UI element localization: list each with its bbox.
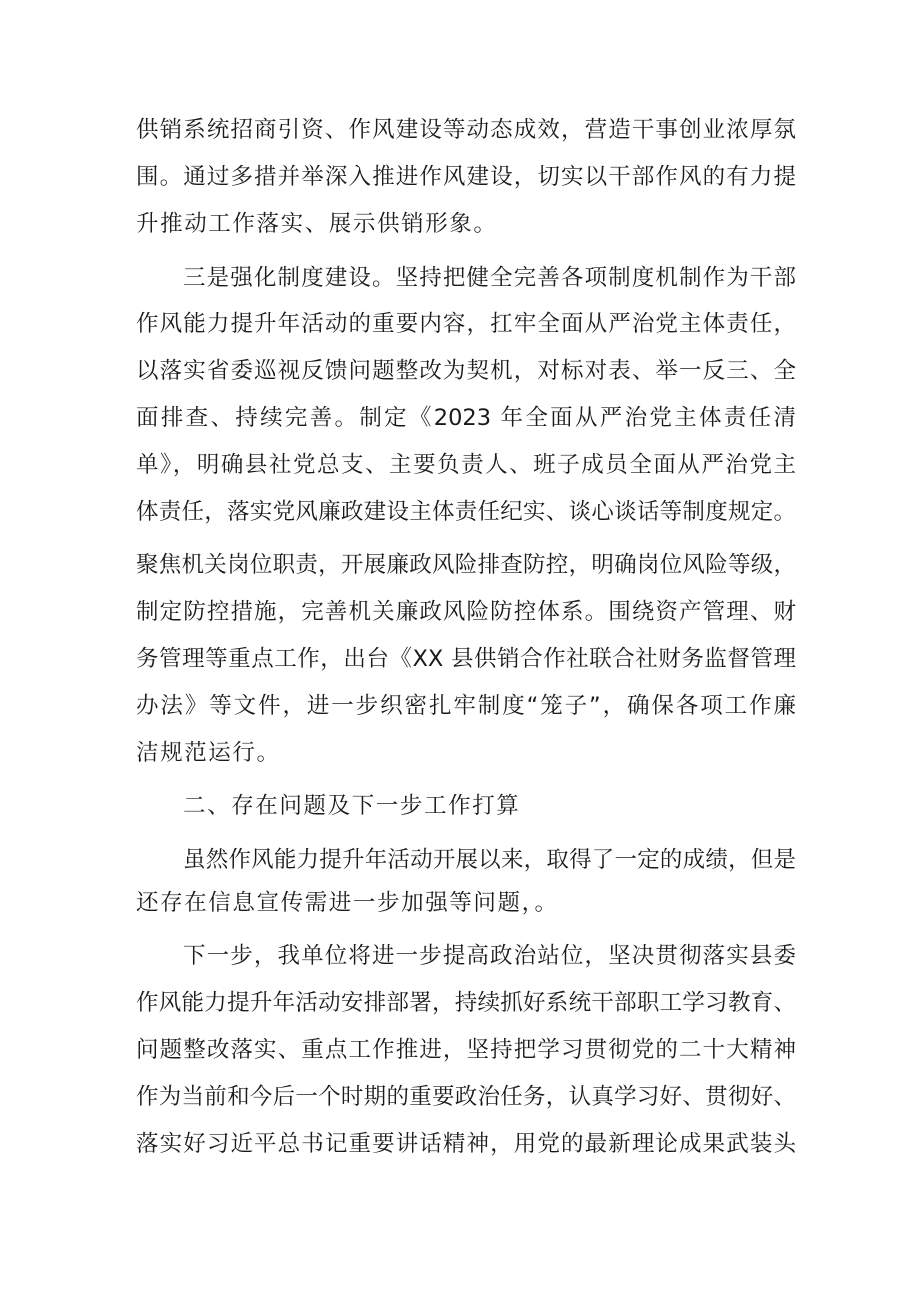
text-line: 体责任，落实党风廉政建设主体责任纪实、谈心谈话等制度规定。 xyxy=(136,499,796,525)
text-line: 务管理等重点工作，出台《XX 县供销合作社联合社财务监督管理 xyxy=(136,646,796,672)
text-line: 作为当前和今后一个时期的重要政治任务，认真学习好、贯彻好、 xyxy=(136,1084,796,1110)
section-heading: 二、存在问题及下一步工作打算 xyxy=(183,793,521,819)
text-line: 面排查、持续完善。制定《2023 年全面从严治党主体责任清 xyxy=(136,405,796,431)
text-line: 三是强化制度建设。坚持把健全完善各项制度机制作为干部 xyxy=(183,265,796,291)
text-line: 以落实省委巡视反馈问题整改为契机，对标对表、举一反三、全 xyxy=(136,358,796,384)
text-line: 问题整改落实、重点工作推进，坚持把学习贯彻党的二十大精神 xyxy=(136,1037,796,1063)
text-line: 聚焦机关岗位职责，开展廉政风险排查防控，明确岗位风险等级， xyxy=(136,552,796,578)
text-line: 落实好习近平总书记重要讲话精神，用党的最新理论成果武装头 xyxy=(136,1131,796,1157)
text-line: 供销系统招商引资、作风建设等动态成效，营造干事创业浓厚氛 xyxy=(136,117,796,143)
text-line: 升推动工作落实、展示供销形象。 xyxy=(136,211,498,237)
text-line: 办法》等文件，进一步织密扎牢制度“笼子”，确保各项工作廉 xyxy=(136,693,796,719)
text-line: 围。通过多措并举深入推进作风建设，切实以干部作风的有力提 xyxy=(136,164,796,190)
text-line: 还存在信息宣传需进一步加强等问题，。 xyxy=(136,890,559,916)
text-line: 作风能力提升年活动的重要内容，扛牢全面从严治党主体责任， xyxy=(136,311,796,337)
text-line: 洁规范运行。 xyxy=(136,740,281,766)
text-line: 下一步，我单位将进一步提高政治站位，坚决贯彻落实县委 xyxy=(183,943,796,969)
text-line: 单》，明确县社党总支、主要负责人、班子成员全面从严治党主 xyxy=(136,452,796,478)
text-line: 制定防控措施，完善机关廉政风险防控体系。围绕资产管理、财 xyxy=(136,599,796,625)
text-line: 虽然作风能力提升年活动开展以来，取得了一定的成绩，但是 xyxy=(183,847,796,873)
text-line: 作风能力提升年活动安排部署，持续抓好系统干部职工学习教育、 xyxy=(136,990,796,1016)
